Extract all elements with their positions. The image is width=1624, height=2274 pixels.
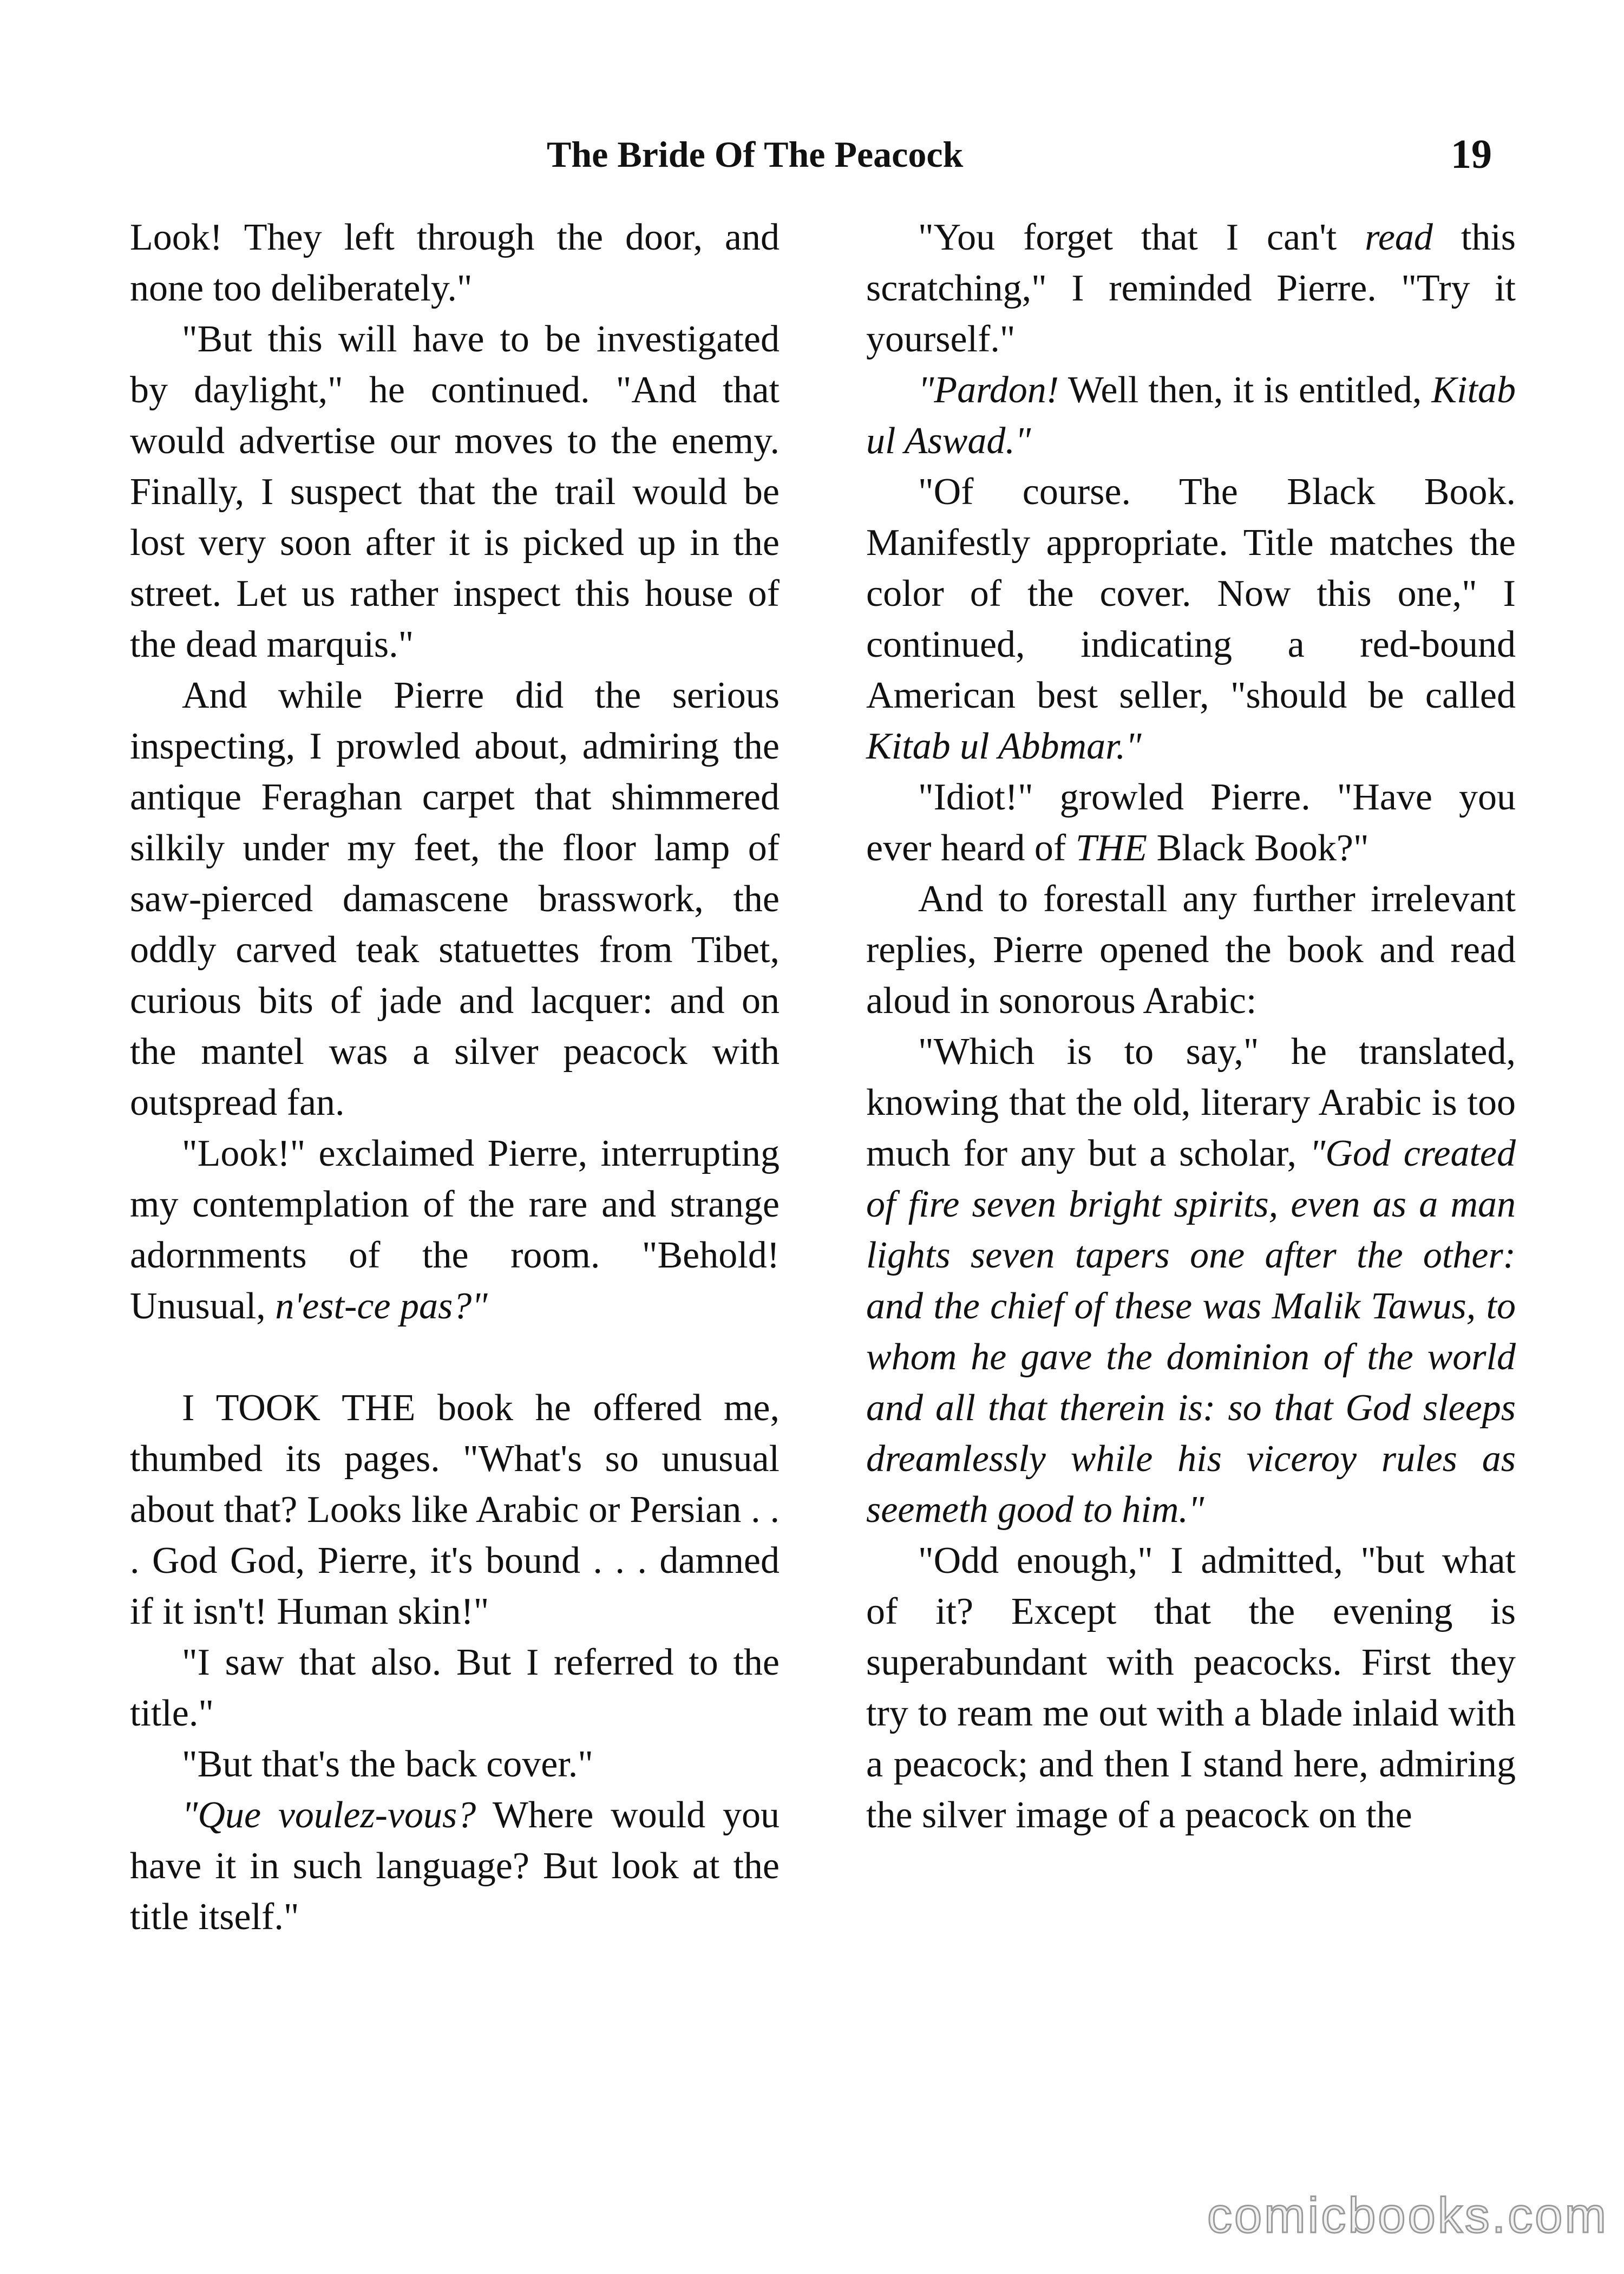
paragraph: [866, 1027, 1516, 1535]
paragraph-text: "But this will have to be investigated by daylight," he continued. "And that would advertise our moves to the enemy. Finally, I suspect that the trail would be lost very soon after it is picked up in the street. Let us rather inspect this house of the dead marquis.": [130, 318, 780, 665]
paragraph: [130, 212, 780, 314]
running-header: [0, 125, 1624, 190]
paragraph: [866, 1535, 1516, 1841]
paragraph-text: "You forget that I can't: [918, 217, 1365, 258]
paragraph: [130, 670, 780, 1128]
italic-text: "God created of fire seven bright spirits, even as a man lights seven tapers one after the other: and the chief of these was Malik Tawus, to whom he gave the dominion of the world and all that therein is: so that God sleeps dreamlessly while his viceroy rules as seemeth good to him.": [866, 1133, 1516, 1531]
italic-text: read: [1365, 217, 1433, 258]
paragraph-text: I TOOK THE book he offered me, thumbed its pages. "What's so unusual about that? Looks like Arabic or Persian . . . God God, Pierre, it's bound . . . damned if it isn't! Human skin!": [130, 1387, 780, 1632]
italic-text: "Pardon!: [918, 369, 1059, 411]
italic-text: THE: [1075, 827, 1147, 869]
italic-text: Kitab ul Abbmar.": [866, 726, 1142, 767]
paragraph-text: Well then, it is entitled,: [1059, 369, 1432, 411]
paragraph: [130, 1128, 780, 1332]
paragraph: [130, 314, 780, 670]
paragraph: [866, 467, 1516, 772]
paragraph-text: "Look!" exclaimed Pierre, interrupting my contemplation of the rare and strange adornments of the room. "Behold! Unusual,: [130, 1133, 780, 1327]
italic-text: Kitab ul Aswad.": [866, 369, 1516, 462]
paragraph-text: "Odd enough," I admitted, "but what of it? Except that the evening is superabundant with peacocks. First they try to ream me out with a blade inlaid with a peacock; and then I stand here, admiring the silver image of a peacock on the: [866, 1540, 1516, 1836]
paragraph-text: Black Book?": [1147, 827, 1369, 869]
paragraph: [130, 1790, 780, 1943]
paragraph: [866, 772, 1516, 874]
paragraph: [866, 874, 1516, 1027]
italic-text: n'est-ce pas?": [275, 1285, 488, 1327]
paragraph-text: And to forestall any further irrelevant replies, Pierre opened the book and read aloud in sonorous Arabic:: [866, 878, 1516, 1022]
paragraph: [130, 1739, 780, 1790]
running-title: The Bride Of The Peacock: [547, 134, 964, 175]
paragraph-text: "Of course. The Black Book. Manifestly appropriate. Title matches the color of the cover. Now this one," I continued, indicating a red-bound American best seller, "should be called: [866, 471, 1516, 716]
paragraph-text: "Idiot!" growled Pierre. "Have you ever heard of: [866, 776, 1516, 869]
paragraph-text: Where would you have it in such language? But look at the title itself.": [130, 1794, 780, 1938]
paragraph: [130, 1637, 780, 1739]
paragraph-text: "Which is to say," he translated, knowing that the old, literary Arabic is too much for any but a scholar,: [866, 1031, 1516, 1174]
paragraph-text: Look! They left through the door, and none too deliberately.": [130, 217, 780, 309]
paragraph: [130, 1383, 780, 1637]
right-text-column: [866, 212, 1516, 1841]
paragraph: [866, 365, 1516, 467]
paragraph: [866, 212, 1516, 365]
left-text-column: [130, 212, 780, 1943]
italic-text: "Que voulez-vous?: [182, 1794, 476, 1836]
watermark: comicbooks.com: [1207, 2188, 1609, 2243]
paragraph-text: this scratching," I reminded Pierre. "Try it yourself.": [866, 217, 1516, 360]
paragraph-text: "I saw that also. But I referred to the title.": [130, 1642, 780, 1734]
paragraph-text: "But that's the back cover.": [182, 1743, 593, 1785]
page-number: 19: [1451, 132, 1492, 177]
paragraph-text: And while Pierre did the serious inspecting, I prowled about, admiring the antique Feraghan carpet that shimmered silkily under my feet, the floor lamp of saw-pierced damascene brasswork, the oddly carved teak statuettes from Tibet, curious bits of jade and lacquer: and on the mantel was a silver peacock with outspread fan.: [130, 675, 780, 1123]
